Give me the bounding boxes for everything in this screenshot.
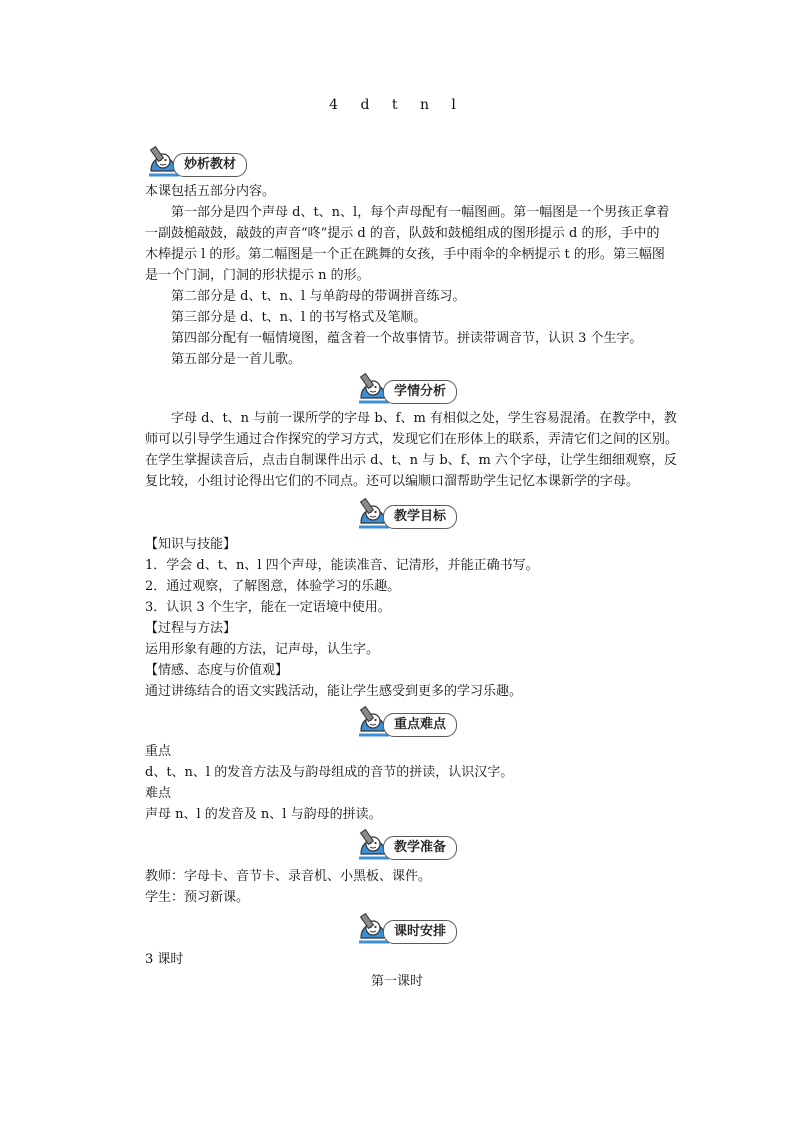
paragraph-line: 是一个门洞，门洞的形状提示 n 的形。 <box>145 268 370 283</box>
paragraph-line: 第三部分是 d、t、n、l 的书写格式及笔顺。 <box>171 310 427 325</box>
subheading-knowledge: 【知识与技能】 <box>145 537 237 552</box>
subheading-key: 重点 <box>145 744 172 759</box>
section-heading-label: 妙析教材 <box>173 153 247 177</box>
section-heading-learning <box>355 372 475 406</box>
paragraph-line: 通过讲练结合的语文实践活动，能让学生感受到更多的学习乐趣。 <box>145 684 523 699</box>
paragraph-line: 一副鼓槌敲鼓，敲鼓的声音“咚”提示 d 的音，队鼓和鼓槌组成的图形提示 d 的形，手中的 <box>145 226 660 241</box>
paragraph-line: 师可以引导学生通过合作探究的学习方式，发现它们在形体上的联系，弄清它们之间的区别。 <box>145 432 679 447</box>
paragraph-line: 木棒提示 l 的形。第二幅图是一个正在跳舞的女孩，手中雨伞的伞柄提示 t 的形。第三幅图 <box>145 247 665 262</box>
lesson-title: 4 d t n l <box>329 97 465 113</box>
paragraph-line: 声母 n、l 的发音及 n、l 与韵母的拼读。 <box>145 807 382 822</box>
paragraph-line: 复比较，小组讨论得出它们的不同点。还可以编顺口溜帮助学生记忆本课新学的字母。 <box>145 474 640 489</box>
paragraph-line: 本课包括五部分内容。 <box>145 184 276 199</box>
goal-item: 3．认识 3 个生字，能在一定语境中使用。 <box>145 600 391 615</box>
first-lesson-heading: 第一课时 <box>370 974 423 989</box>
section-heading-label: 教学目标 <box>383 505 457 529</box>
section-heading-label: 课时安排 <box>383 920 457 944</box>
section-heading-label: 学情分析 <box>383 380 457 404</box>
paragraph-line: 第二部分是 d、t、n、l 与单韵母的带调拼音练习。 <box>171 289 466 304</box>
section-heading-schedule <box>355 912 475 946</box>
section-heading-preparation <box>355 828 475 862</box>
section-heading-label: 重点难点 <box>383 713 457 737</box>
section-heading-goals <box>355 497 475 531</box>
subheading-process: 【过程与方法】 <box>145 621 237 636</box>
paragraph-line: 在学生掌握读音后，点击自制课件出示 d、t、n 与 b、f、m 六个字母，让学生细细观察，反 <box>145 453 677 468</box>
section-heading-analysis <box>145 145 265 179</box>
paragraph-line: 第一部分是四个声母 d、t、n、l，每个声母配有一幅图画。第一幅图是一个男孩正拿着 <box>171 205 670 220</box>
paragraph-line: 字母 d、t、n 与前一课所学的字母 b、f、m 有相似之处，学生容易混淆。在教学中，教 <box>171 411 677 426</box>
goal-item: 2．通过观察，了解图意，体验学习的乐趣。 <box>145 579 401 594</box>
paragraph-line: 学生：预习新课。 <box>145 890 250 905</box>
section-heading-key-points <box>355 705 475 739</box>
subheading-difficult: 难点 <box>145 786 172 801</box>
paragraph-line: 运用形象有趣的方法，记声母，认生字。 <box>145 642 380 657</box>
goal-item: 1．学会 d、t、n、l 四个声母，能读准音、记清形，并能正确书写。 <box>145 558 539 573</box>
paragraph-line: 教师：字母卡、音节卡、录音机、小黑板、课件。 <box>145 869 432 884</box>
paragraph-line: 第四部分配有一幅情境图，蕴含着一个故事情节。拼读带调音节，认识 3 个生字。 <box>171 331 643 346</box>
paragraph-line: d、t、n、l 的发音方法及与韵母组成的音节的拼读，认识汉字。 <box>145 765 514 780</box>
subheading-attitude: 【情感、态度与价值观】 <box>145 663 289 678</box>
section-heading-label: 教学准备 <box>383 836 457 860</box>
paragraph-line: 3 课时 <box>145 952 184 967</box>
paragraph-line: 第五部分是一首儿歌。 <box>171 352 302 367</box>
